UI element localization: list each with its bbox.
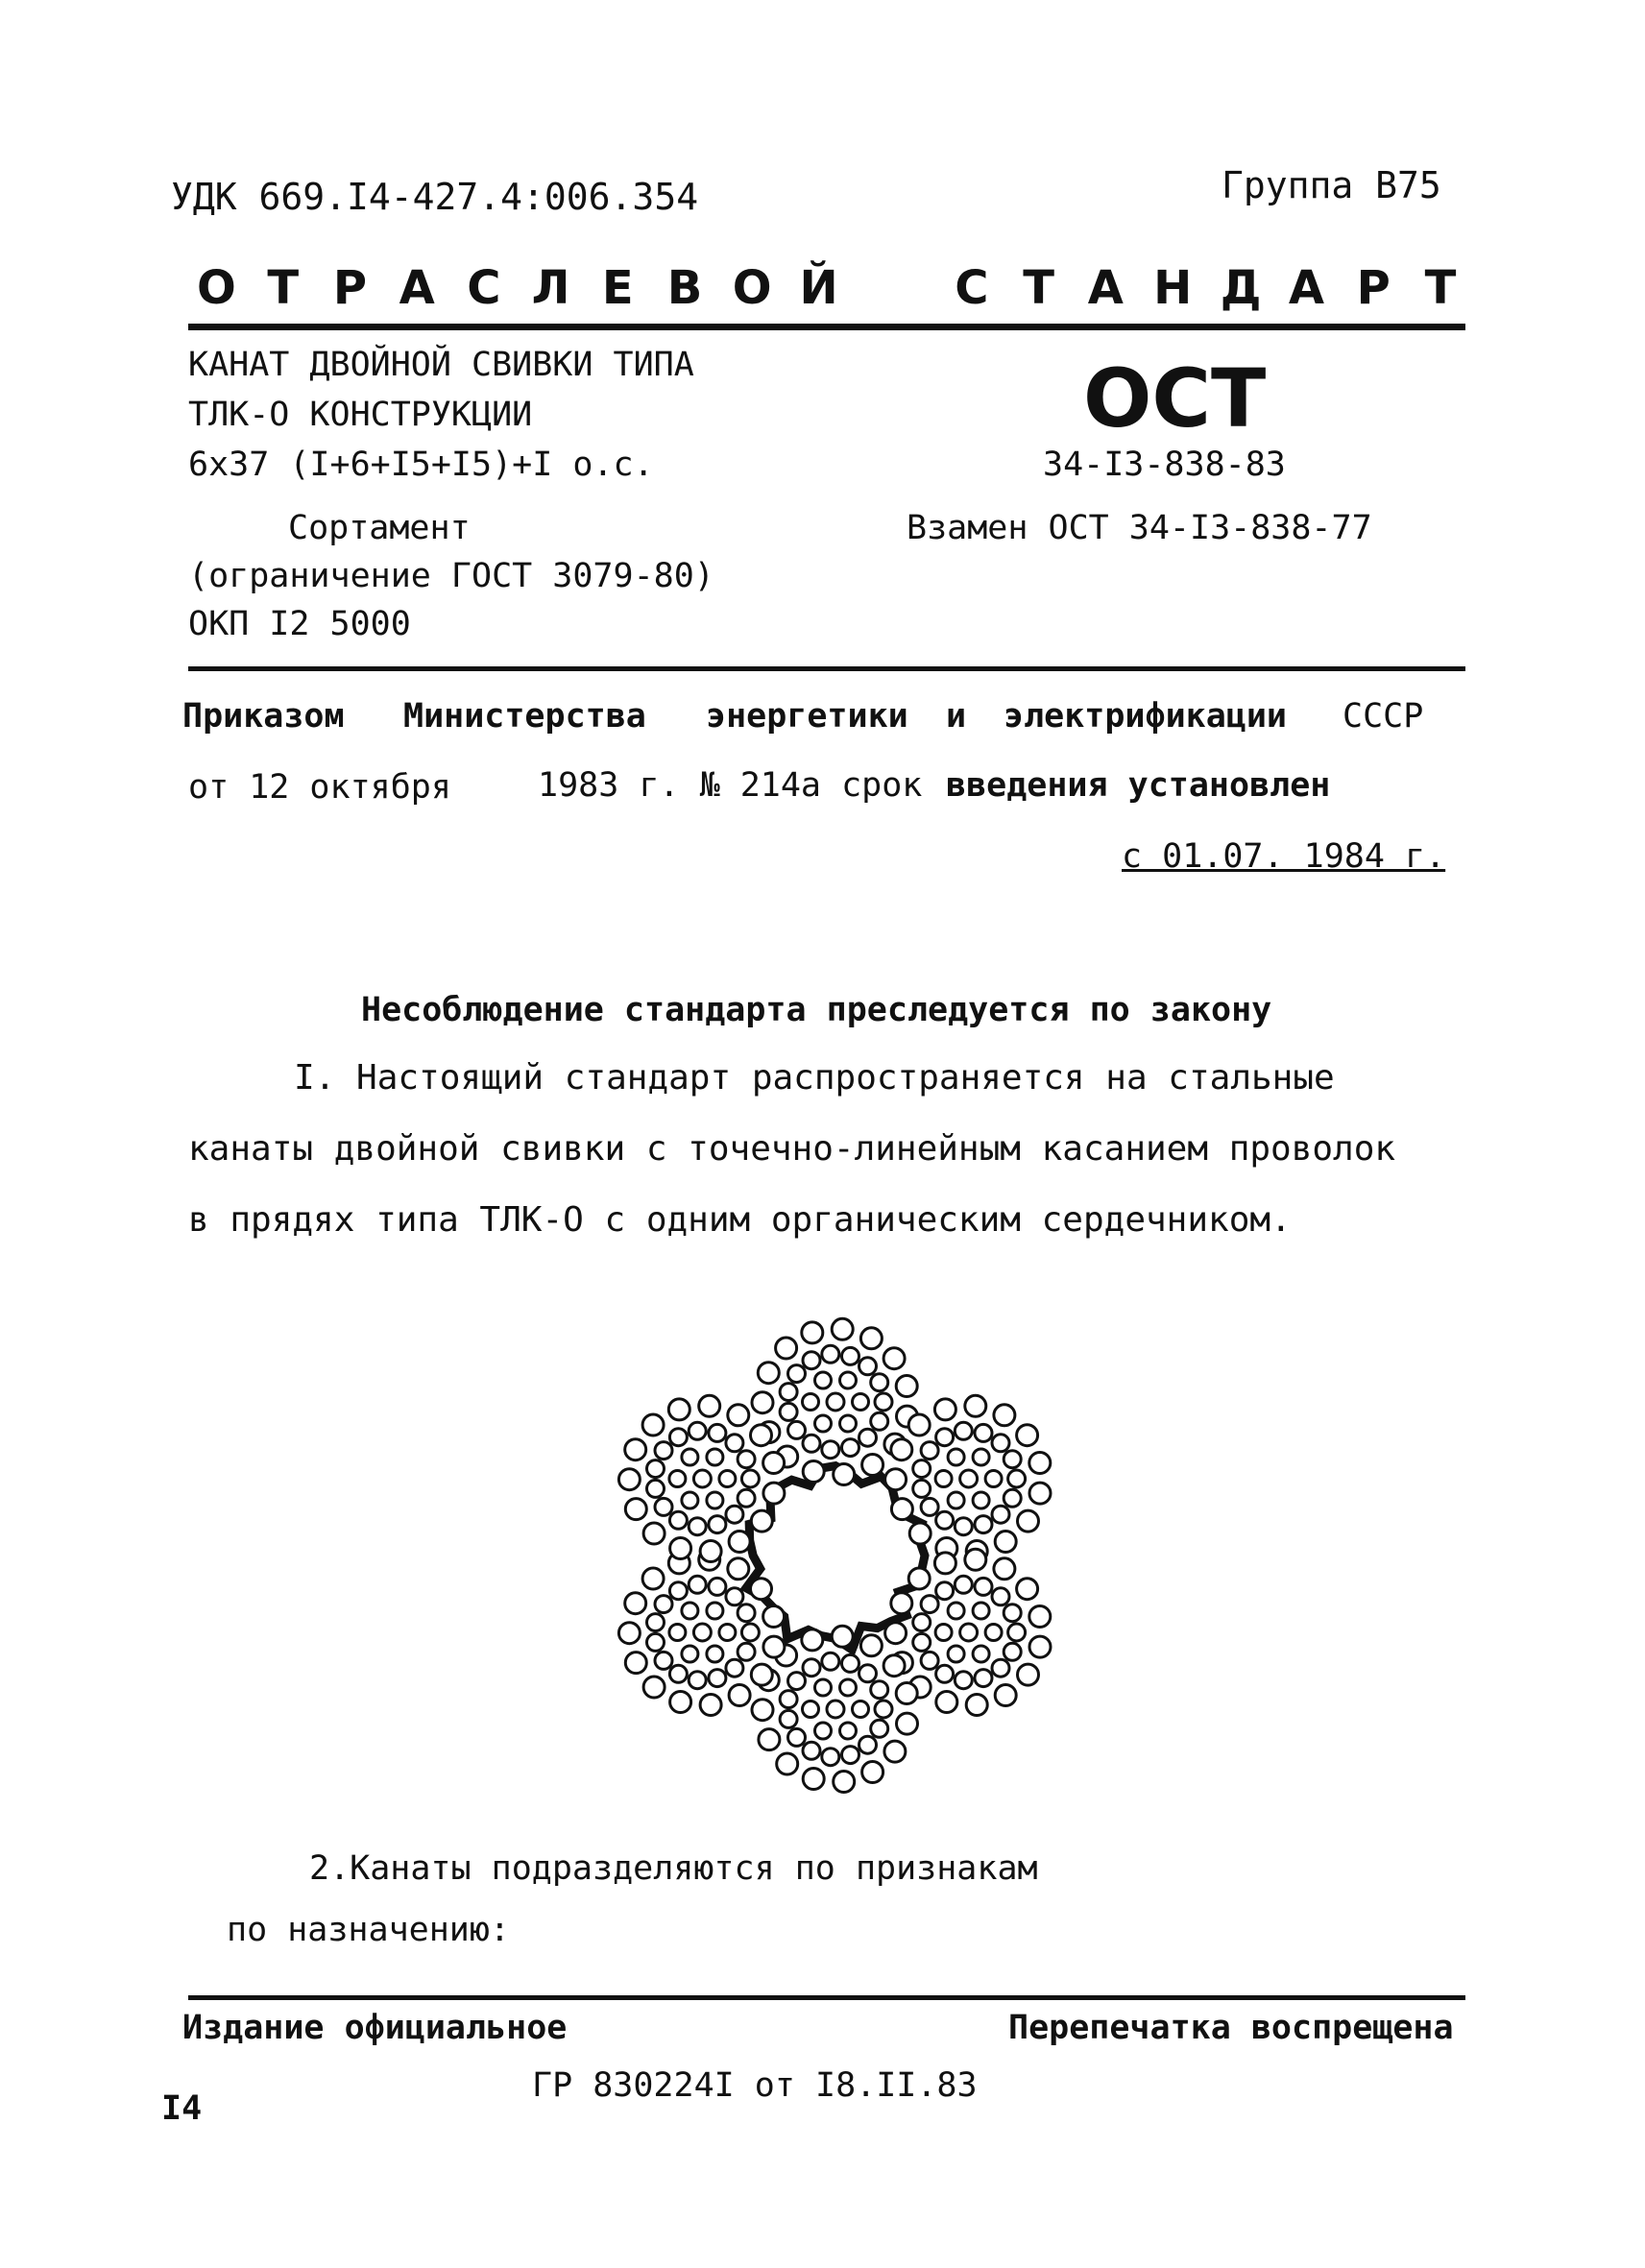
rope-wire [669, 1665, 687, 1682]
rope-wire [763, 1483, 785, 1504]
rope-wire [759, 1729, 780, 1750]
rope-wire [973, 1449, 989, 1465]
rope-wire [908, 1568, 930, 1589]
rope-wire [700, 1695, 721, 1716]
rope-wire [827, 1701, 844, 1718]
banner-letter: С [467, 261, 501, 315]
rope-wire [707, 1646, 723, 1662]
rope-wire [1018, 1510, 1039, 1532]
rope-wire [741, 1470, 759, 1487]
decree-effective-label: введения установлен [946, 766, 1331, 805]
rope-wire [752, 1700, 773, 1721]
decree-word: Министерства [403, 697, 646, 736]
restriction-note: (ограничение ГОСТ 3079-80) [188, 557, 714, 595]
rope-wire [780, 1710, 797, 1727]
rope-wire [1029, 1453, 1051, 1474]
rope-wire [647, 1480, 665, 1497]
rope-wire [822, 1441, 839, 1459]
rope-wire [726, 1588, 743, 1605]
footer-rule [188, 1995, 1465, 2000]
rope-wire [693, 1624, 711, 1641]
rope-wire [834, 1464, 855, 1485]
rope-wire [682, 1492, 698, 1508]
rope-wire [992, 1588, 1009, 1605]
rope-wire [726, 1506, 743, 1523]
rope-wire [1008, 1624, 1026, 1641]
rope-wire [726, 1435, 743, 1452]
rope-wire [776, 1338, 797, 1359]
rope-wire [955, 1518, 972, 1535]
rope-wire [936, 1582, 954, 1600]
okp-code: ОКП I2 5000 [188, 605, 411, 643]
rope-wire [689, 1422, 706, 1439]
rope-strand [885, 1395, 1051, 1561]
rope-wire [936, 1429, 954, 1446]
rope-wire [936, 1511, 954, 1529]
rope-wire [655, 1652, 672, 1669]
decree-date: от 12 октября [188, 768, 451, 807]
rope-wire [842, 1347, 859, 1364]
decree-word: электрификации [1004, 697, 1288, 736]
banner-letter: Е [601, 261, 634, 315]
rope-wire [975, 1424, 992, 1441]
rope-wire [891, 1499, 912, 1520]
rope-wire [763, 1606, 785, 1628]
rope-wire [647, 1614, 665, 1631]
rope-wire [1029, 1606, 1051, 1628]
rope-wire [738, 1489, 755, 1507]
rope-wire [891, 1593, 912, 1614]
rope-wire [726, 1659, 743, 1677]
rope-wire [738, 1451, 755, 1468]
banner-letter: Л [531, 261, 570, 315]
decree-word: СССР [1343, 697, 1424, 736]
rope-wire [862, 1455, 883, 1476]
standard-banner [197, 261, 1460, 315]
banner-letter: Т [1023, 261, 1054, 315]
rope-wire [840, 1372, 857, 1388]
rope-wire [859, 1665, 877, 1682]
rope-wire [842, 1654, 859, 1672]
rope-wire [689, 1518, 706, 1535]
rope-wire [860, 1635, 882, 1656]
rope-wire [853, 1701, 869, 1718]
rope-wire [618, 1623, 640, 1644]
rope-wire [707, 1492, 723, 1508]
legal-notice: Несоблюдение стандарта преследуется по закону [361, 991, 1272, 1029]
rope-wire [719, 1471, 736, 1487]
rope-wire [859, 1736, 877, 1753]
rope-wire [751, 1510, 772, 1532]
rope-wire [973, 1646, 989, 1662]
rope-wire [883, 1655, 905, 1677]
rope-wire [995, 1532, 1016, 1553]
rope-wire [758, 1363, 779, 1384]
banner-letter: Р [332, 261, 368, 315]
rope-wire [885, 1623, 907, 1644]
rope-wire [777, 1753, 798, 1774]
rope-wire [992, 1506, 1009, 1523]
rope-wire [707, 1449, 723, 1465]
rope-wire [985, 1471, 1002, 1487]
rope-wire [973, 1492, 989, 1508]
rope-wire [815, 1723, 832, 1739]
rope-wire [751, 1579, 772, 1600]
rope-wire [625, 1499, 646, 1520]
rope-wire [670, 1538, 691, 1559]
rope-wire [840, 1415, 857, 1432]
banner-letter: Й [799, 261, 838, 315]
rope-wire [994, 1558, 1015, 1580]
rope-wire [689, 1576, 706, 1593]
rope-wire [1017, 1425, 1038, 1446]
rope-wire [934, 1553, 956, 1574]
rope-wire [871, 1412, 888, 1430]
banner-letter: А [1087, 261, 1124, 315]
rope-wire [780, 1384, 797, 1401]
rope-wire [803, 1435, 820, 1452]
rope-wire [965, 1395, 986, 1416]
clause-1: I. Настоящий стандарт распространяется на стальные канаты двойной свивки с точечно-линейным касанием проволок в прядях типа ТЛК-О с одним органическим сердечником. [188, 1058, 1396, 1240]
title-line-3: 6х37 (I+6+I5+I5)+I о.с. [188, 446, 654, 484]
ost-mark: ОСТ [1083, 351, 1267, 446]
rope-wire [1004, 1451, 1021, 1468]
rope-wire [1029, 1483, 1051, 1504]
rope-wire [913, 1480, 931, 1497]
rope-wire [948, 1449, 964, 1465]
rope-wire [788, 1365, 806, 1383]
rope-wire [973, 1603, 989, 1619]
decree-number: 1983 г. № 214а срок [538, 766, 923, 805]
rope-wire [780, 1691, 797, 1708]
rope-wire [618, 1469, 640, 1490]
banner-letter: Т [267, 261, 300, 315]
rope-wire [883, 1348, 905, 1369]
rope-wire [1004, 1604, 1021, 1622]
rope-wire [643, 1523, 665, 1544]
rope-wire [827, 1393, 844, 1411]
rope-wire [860, 1328, 882, 1349]
rope-wire [913, 1614, 931, 1631]
rope-wire [682, 1449, 698, 1465]
rope-wire [859, 1429, 877, 1446]
rope-wire [709, 1516, 726, 1533]
rope-wire [803, 1769, 824, 1790]
rope-wire [668, 1399, 689, 1420]
rope-wire [741, 1624, 759, 1641]
rope-wire [955, 1422, 972, 1439]
edition-note: Издание официальное [182, 2009, 568, 2047]
rope-wire [707, 1603, 723, 1619]
rope-wire [875, 1701, 892, 1718]
rope-wire [975, 1578, 992, 1595]
rope-wire [921, 1596, 938, 1613]
rope-wire [642, 1414, 664, 1436]
rope-wire [871, 1374, 888, 1391]
page-number: I4 [161, 2089, 203, 2128]
rope-wire [822, 1345, 839, 1363]
rope-wire [738, 1643, 755, 1660]
rope-wire [992, 1659, 1009, 1677]
rope-wire [803, 1352, 820, 1369]
reprint-note: Перепечатка воспрещена [1008, 2009, 1454, 2047]
rope-wire [875, 1393, 892, 1411]
rope-wire [728, 1558, 749, 1580]
banner-letter: В [666, 261, 703, 315]
rope-wire [975, 1670, 992, 1687]
rope-wire [763, 1636, 785, 1657]
banner-letter: Р [1356, 261, 1391, 315]
rope-wire [913, 1633, 931, 1651]
rope-wire [909, 1523, 931, 1544]
title-line-1: КАНАТ ДВОЙНОЙ СВИВКИ ТИПА [188, 346, 694, 384]
rope-wire [655, 1498, 672, 1515]
rope-wire [788, 1421, 806, 1438]
rope-wire [642, 1568, 664, 1589]
rope-wire [763, 1453, 785, 1474]
rope-wire [1004, 1643, 1021, 1660]
rope-wire [709, 1424, 726, 1441]
replaces-note: Взамен ОСТ 34-I3-838-77 [907, 509, 1372, 547]
rope-wire [834, 1772, 855, 1793]
registration-number: ГР 830224I от I8.II.83 [532, 2066, 978, 2105]
rope-wire [948, 1603, 964, 1619]
banner-letter: С [955, 261, 989, 315]
rope-wire [751, 1425, 772, 1446]
rope-wire [1017, 1579, 1038, 1600]
rope-wire [936, 1665, 954, 1682]
rope-wire [693, 1470, 711, 1487]
banner-letter: Д [1220, 261, 1262, 315]
rope-wire [871, 1720, 888, 1737]
banner-gap [866, 261, 924, 315]
rope-wire [719, 1625, 736, 1641]
rope-wire [1029, 1636, 1051, 1657]
udc-code: УДК 669.I4-427.4:006.354 [171, 176, 699, 218]
rope-wire [669, 1625, 686, 1641]
banner-letter: О [197, 261, 236, 315]
rope-wire [822, 1749, 839, 1766]
rope-wire [955, 1672, 972, 1689]
rope-wire [699, 1395, 720, 1416]
rope-wire [803, 1701, 819, 1718]
rope-wire [994, 1405, 1015, 1426]
rope-wire [913, 1460, 931, 1478]
rope-wire [802, 1322, 823, 1343]
rope-wire [751, 1664, 772, 1685]
decree-word: и [946, 697, 967, 736]
rope-wire [709, 1578, 726, 1595]
effective-date: с 01.07. 1984 г. [1122, 837, 1446, 876]
rope-wire [689, 1672, 706, 1689]
rope-wire [840, 1723, 857, 1739]
rope-wire [803, 1461, 824, 1483]
rope-wire [822, 1653, 839, 1670]
rope-wire [832, 1626, 853, 1647]
rope-wire [803, 1659, 820, 1677]
banner-letter: А [1288, 261, 1325, 315]
rope-wire [625, 1593, 646, 1614]
rope-wire [647, 1633, 665, 1651]
banner-letter: Н [1153, 261, 1193, 315]
rope-wire [832, 1318, 853, 1339]
rope-wire [921, 1652, 938, 1669]
rope-wire [669, 1429, 687, 1446]
rope-wire [780, 1403, 797, 1420]
rope-wire [921, 1498, 938, 1515]
rope-wire [670, 1692, 691, 1713]
decree-word: энергетики [706, 697, 908, 736]
rope-wire [995, 1685, 1016, 1706]
rope-wire [935, 1471, 952, 1487]
rope-wire [840, 1679, 857, 1696]
decree-word: Приказом [182, 697, 345, 736]
rope-wire [948, 1646, 964, 1662]
rope-wire [985, 1625, 1002, 1641]
rope-wire [960, 1624, 978, 1641]
rope-wire [682, 1603, 698, 1619]
rope-wire [815, 1372, 832, 1388]
rope-wire [625, 1653, 646, 1674]
title-line-2: ТЛК-О КОНСТРУКЦИИ [188, 396, 533, 434]
rope-wire [948, 1492, 964, 1508]
rope-wire [891, 1439, 912, 1460]
rope-wire [955, 1576, 972, 1593]
rope-wire [885, 1469, 907, 1490]
rope-wire [897, 1713, 918, 1734]
rope-wire [803, 1742, 820, 1759]
group-code: Группа В75 [1222, 164, 1441, 206]
banner-letter: Т [1424, 261, 1457, 315]
rope-wire [960, 1470, 978, 1487]
rope-wire [682, 1646, 698, 1662]
clause-2-line-2: по назначению: [227, 1911, 511, 1949]
rope-wire [853, 1394, 869, 1411]
rope-wire [1004, 1489, 1021, 1507]
banner-letter: А [399, 261, 435, 315]
rope-wire [871, 1681, 888, 1699]
rope-wire [788, 1673, 806, 1690]
subtitle: Сортамент [288, 509, 471, 547]
rope-wire [643, 1677, 665, 1698]
rope-wire [669, 1511, 687, 1529]
rope-wire [803, 1394, 819, 1411]
rope-wire [859, 1358, 877, 1375]
rope-wire [802, 1629, 823, 1651]
rope-wire [935, 1625, 952, 1641]
rope-wire [965, 1549, 986, 1570]
rope-wire [842, 1439, 859, 1457]
rope-wire [921, 1442, 938, 1460]
rope-wire [625, 1439, 646, 1460]
rope-wire [1018, 1664, 1039, 1685]
rope-wire [655, 1442, 672, 1460]
rope-wire [752, 1392, 773, 1413]
banner-rule [188, 324, 1465, 330]
rope-wire [992, 1435, 1009, 1452]
rope-cross-section-figure [576, 1277, 1095, 1824]
rope-wire [975, 1516, 992, 1533]
rope-wire [896, 1683, 917, 1704]
rope-wire [896, 1376, 917, 1397]
title-block-rule [188, 666, 1465, 671]
rope-wire [738, 1604, 755, 1622]
rope-wire [815, 1679, 832, 1696]
rope-wire [884, 1741, 906, 1762]
rope-wire [655, 1596, 672, 1613]
rope-wire [966, 1695, 987, 1716]
rope-wire [815, 1415, 832, 1432]
rope-wire [709, 1670, 726, 1687]
rope-wire [936, 1692, 957, 1713]
banner-letter: О [732, 261, 772, 315]
rope-wire [729, 1532, 750, 1553]
rope-wire [1008, 1470, 1026, 1487]
rope-wire [842, 1747, 859, 1764]
rope-wire [934, 1399, 956, 1420]
rope-wire [728, 1405, 749, 1426]
clause-2-line-1: 2.Канаты подразделяются по признакам [309, 1849, 1038, 1888]
rope-wire [669, 1471, 686, 1487]
rope-wire [647, 1460, 665, 1478]
rope-wire [729, 1685, 750, 1706]
rope-wire [700, 1541, 721, 1562]
rope-wire [788, 1728, 806, 1746]
ost-number: 34-I3-838-83 [1043, 446, 1286, 484]
rope-wire [862, 1762, 883, 1783]
rope-wire [908, 1414, 930, 1436]
rope-wire [669, 1582, 687, 1600]
